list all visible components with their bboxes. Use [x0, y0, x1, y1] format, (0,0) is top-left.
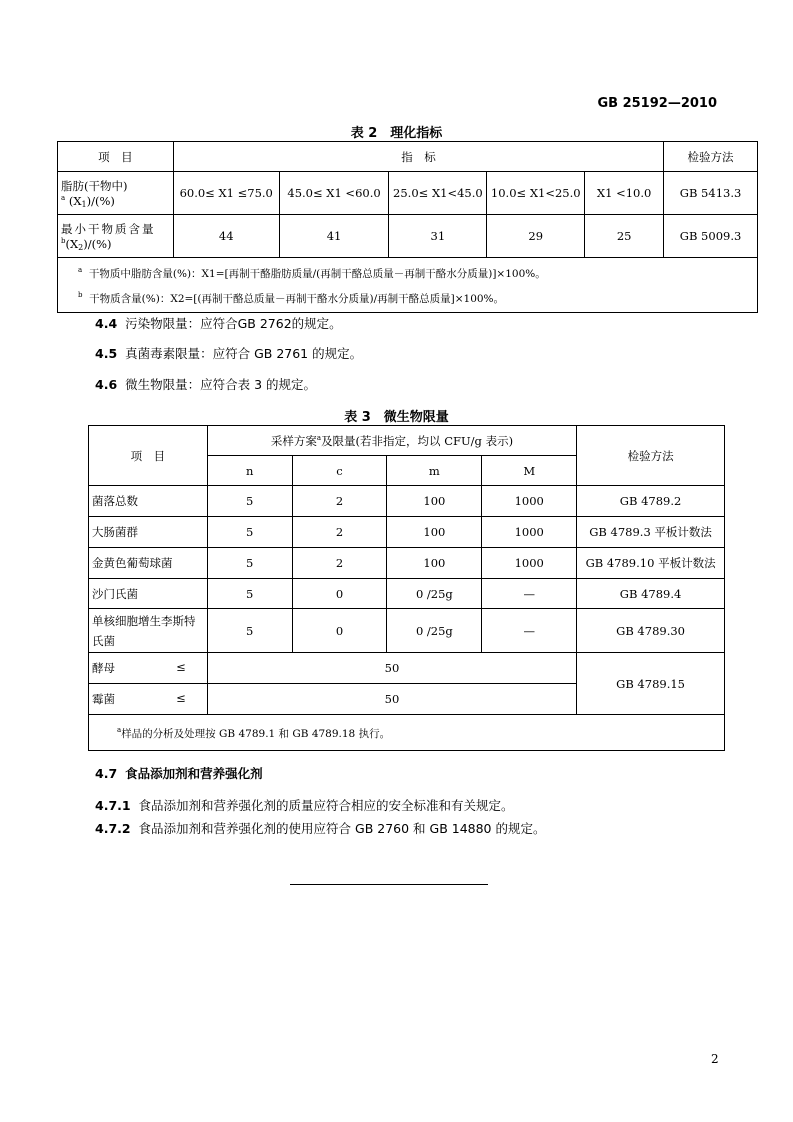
table2-fat-v4: 10.0≤ X1<25.0 [487, 172, 585, 215]
table2-title: 表 2 理化指标 [350, 126, 443, 141]
clause-4-4: 4.4 污染物限量：应符合GB 2762的规定。 [95, 316, 342, 331]
table2-fat-v5: X1 <10.0 [585, 172, 664, 215]
table3-yeast-limit: 50 [207, 653, 576, 684]
table2-item-fat: 脂肪(干物中) $^a$ $(X_1)/(\%)$ [58, 172, 174, 215]
table3-mould-limit: 50 [207, 684, 576, 715]
table3-mould-item: 霉菌 ≤ [89, 684, 208, 715]
table2-fat-method: GB 5413.3 [664, 172, 758, 215]
table3-sub-c: c [292, 456, 387, 486]
table3-col-item: 项 目 [89, 426, 208, 486]
table3-col-method: 检验方法 [577, 426, 725, 486]
table3-sub-M: M [482, 456, 577, 486]
table2-item-drymatter: 最小干物质含量 $^b(X_2)/(\%)$ [58, 215, 174, 258]
table3-note: $^a$样品的分析及处理按 GB 4789.1 和 GB 4789.18 执行。 [89, 715, 725, 751]
table2-col-item: 项 目 [58, 142, 174, 172]
table2-dm-v5: 25 [585, 215, 664, 258]
table3-header-row [89, 426, 725, 456]
table2-fat-v3: 25.0≤ X1<45.0 [389, 172, 487, 215]
clause-4-5: 4.5 真菌毒素限量：应符合 GB 2761 的规定。 [95, 346, 363, 361]
table3-notes-row [89, 715, 725, 751]
table2-fat-v1: 60.0≤ X1 ≤75.0 [173, 172, 279, 215]
table2-dm-method: GB 5009.3 [664, 215, 758, 258]
clause-4-6: 4.6 微生物限量：应符合表 3 的规定。 [95, 377, 317, 392]
table-row: 单核细胞增生李斯特氏菌 5 0 0 /25g — GB 4789.30 [89, 609, 725, 653]
clause-4-7-2: 4.7.2 食品添加剂和营养强化剂的使用应符合 GB 2760 和 GB 14880 的规定。 [95, 821, 546, 836]
table2-header-row [58, 142, 758, 172]
table2-dm-v2: 41 [279, 215, 389, 258]
table-row: 大肠菌群 5 2 100 1000 GB 4789.3 平板计数法 [89, 517, 725, 548]
end-rule [290, 884, 488, 885]
table2-row-fat [58, 172, 758, 215]
table2-notes [58, 258, 758, 313]
table2-dm-v1: 44 [173, 215, 279, 258]
table3-col-plan: 采样方案$^a$及限量(若非指定，均以 CFU/g 表示) [207, 426, 576, 456]
page-number: 2 [711, 1052, 719, 1066]
table2-col-index: 指 标 [173, 142, 663, 172]
table-row: 菌落总数 5 2 100 1000 GB 4789.2 [89, 486, 725, 517]
table2-dm-v4: 29 [487, 215, 585, 258]
table-row: 沙门氏菌 5 0 0 /25g — GB 4789.4 [89, 579, 725, 609]
table2-dm-v3: 31 [389, 215, 487, 258]
table2-row-drymatter [58, 215, 758, 258]
table3-yeast-item: 酵母 ≤ [89, 653, 208, 684]
table2-fat-v2: 45.0≤ X1 <60.0 [279, 172, 389, 215]
table2-physicochemical [57, 141, 758, 313]
section-4-7-heading: 4.7 食品添加剂和营养强化剂 [95, 766, 263, 781]
table2-note-a: $^a$ 干物质中脂肪含量(%)：X1=[再制干酪脂肪质量/(再制干酪总质量－再制干酪水分质量)]×100%。 [78, 266, 546, 280]
table2-col-method: 检验方法 [664, 142, 758, 172]
table3-microbiological [88, 425, 725, 751]
table3-sub-m: m [387, 456, 482, 486]
table-row: 金黄色葡萄球菌 5 2 100 1000 GB 4789.10 平板计数法 [89, 548, 725, 579]
table3-sub-n: n [207, 456, 292, 486]
table2-notes-row [58, 258, 758, 313]
standard-number: GB 25192—2010 [597, 96, 717, 111]
table2-note-b: $^b$ 干物质含量(%)：X2=[(再制干酪总质量－再制干酪水分质量)/再制干酪总质量]×100%。 [78, 291, 505, 305]
table3-title: 表 3 微生物限量 [344, 410, 449, 425]
clause-4-7-1: 4.7.1 食品添加剂和营养强化剂的质量应符合相应的安全标准和有关规定。 [95, 798, 514, 813]
table3-yeast-mould-method: GB 4789.15 [577, 653, 725, 715]
table3-row-yeast [89, 653, 725, 684]
